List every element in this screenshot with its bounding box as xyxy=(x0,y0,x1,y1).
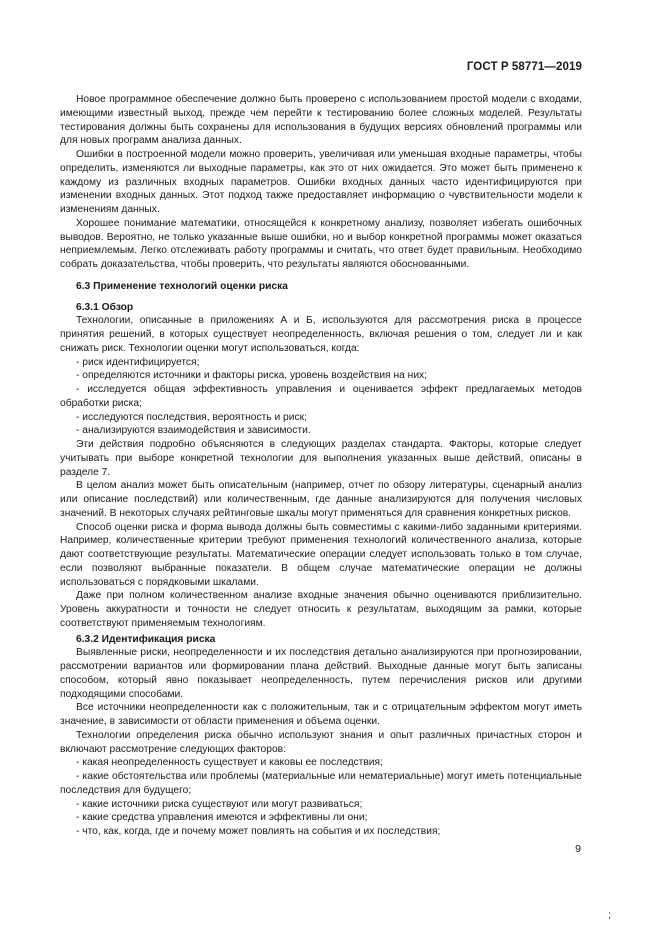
page-body xyxy=(60,93,582,839)
paragraph: Новое программное обеспечение должно быть проверено с использованием простой модели с входами, имеющими известный выход, прежде чем перейти к тестированию более сложных моделей. Результаты тестирования должны быть сохранены для использования в будущих версиях обновлений программы или для новых программ анализа данных. xyxy=(60,94,582,147)
list-item: - риск идентифицируется; xyxy=(76,356,200,368)
list-item: - определяются источники и факторы риска, уровень воздействия на них; xyxy=(76,370,428,382)
paragraph: Технологии определения риска обычно используют знания и опыт различных причастных сторон и включают рассмотрение следующих факторов: xyxy=(60,729,582,755)
list-item: - что, как, когда, где и почему может повлиять на события и их последствия; xyxy=(76,826,441,837)
list-item: - исследуется общая эффективность управления и оценивается эффект предлагаемых методов обработки риска; xyxy=(60,384,582,409)
paragraph: Ошибки в построенной модели можно проверить, увеличивая или уменьшая входные параметры, чтобы определить, изменяются ли выходные параметры, как это от них ожидается. Это может быть применено к каждому из различных входных параметров. Ошибки входных данных часто идентифицируются при изменении входных данных. Этот подход также предоставляет информацию о чувствительности модели к изменениям данных. xyxy=(60,149,582,215)
paragraph: В целом анализ может быть описательным (например, отчет по обзору литературы, сценарный анализ или описание последствий) или количественным, где данные анализируются для получения числовых значений. В некоторых случаях рейтинговые шкалы могут применяться для сравнения конкретных рисков. xyxy=(60,480,582,519)
paragraph: Хорошее понимание математики, относящейся к конкретному анализу, позволяет избегать ошибочных выводов. Вероятно, не только указанные выше ошибки, но и выбор конкретной программы может оказаться неприемлемым. Легко отслеживать работу программы и считать, что ответ будет правильным. Необходимо собрать доказательства, чтобы проверить, что результаты являются обоснованными. xyxy=(60,217,582,270)
list-item: - анализируются взаимодействия и зависимости. xyxy=(76,425,311,437)
document-header: ГОСТ Р 58771—2019 xyxy=(466,61,582,73)
list-item: - какие средства управления имеются и эффективны ли они; xyxy=(76,812,368,824)
list-item: - какие обстоятельства или проблемы (материальные или нематериальные) могут иметь потенциальные последствия для будущего; xyxy=(60,771,582,796)
paragraph: Все источники неопределенности как с положительным, так и с отрицательным эффектом могут иметь значение, в зависимости от области применения и объема оценки. xyxy=(60,702,582,727)
paragraph: Выявленные риски, неопределенности и их последствия детально анализируются при прогнозировании, рассмотрении вариантов или формировании плана действий. Выходные данные могут быть записаны способом, который явно показывает неопределенность, путем перечисления рисков или другими подходящими способами. xyxy=(60,647,582,700)
paragraph: Технологии, описанные в приложениях А и Б, используются для рассмотрения риска в процессе принятия решений, в которых существует неопределенность, включая решения о том, следует ли и как снижать риск. Технологии оценки могут использоваться, когда: xyxy=(60,315,582,354)
section-heading-6-3-2: 6.3.2 Идентификация риска xyxy=(76,633,216,645)
paragraph: Способ оценки риска и форма вывода должны быть совместимы с какими-либо заданными критериями. Например, количественные критерии требуют применения технологий количественного анализа, которые дают соответствующие результаты. Математические операции следует использовать только в том случае, если позволяют выбранные показатели. В общем случае математические операции не должны использоваться с порядковыми шкалами. xyxy=(60,521,582,588)
list-item: - какая неопределенность существует и каковы ее последствия; xyxy=(76,757,383,769)
trailing-mark: ; xyxy=(608,909,611,921)
section-heading-6-3: 6.3 Применение технологий оценки риска xyxy=(76,280,288,292)
list-item: - какие источники риска существуют или могут развиваться; xyxy=(76,798,363,810)
paragraph: Эти действия подробно объясняются в следующих разделах стандарта. Факторы, которые следует учитывать при выборе конкретной технологии для выполнения указанных выше действий, описаны в разделе 7. xyxy=(60,439,582,478)
page-number: 9 xyxy=(575,843,581,855)
paragraph: Даже при полном количественном анализе входные значения обычно оцениваются приблизительно. Уровень аккуратности и точности не следует относить к результатам, выходящим за рамки, которые соответствуют применяемым технологиям. xyxy=(60,590,582,629)
section-heading-6-3-1: 6.3.1 Обзор xyxy=(76,301,134,313)
list-item: - исследуются последствия, вероятность и риск; xyxy=(76,411,307,423)
